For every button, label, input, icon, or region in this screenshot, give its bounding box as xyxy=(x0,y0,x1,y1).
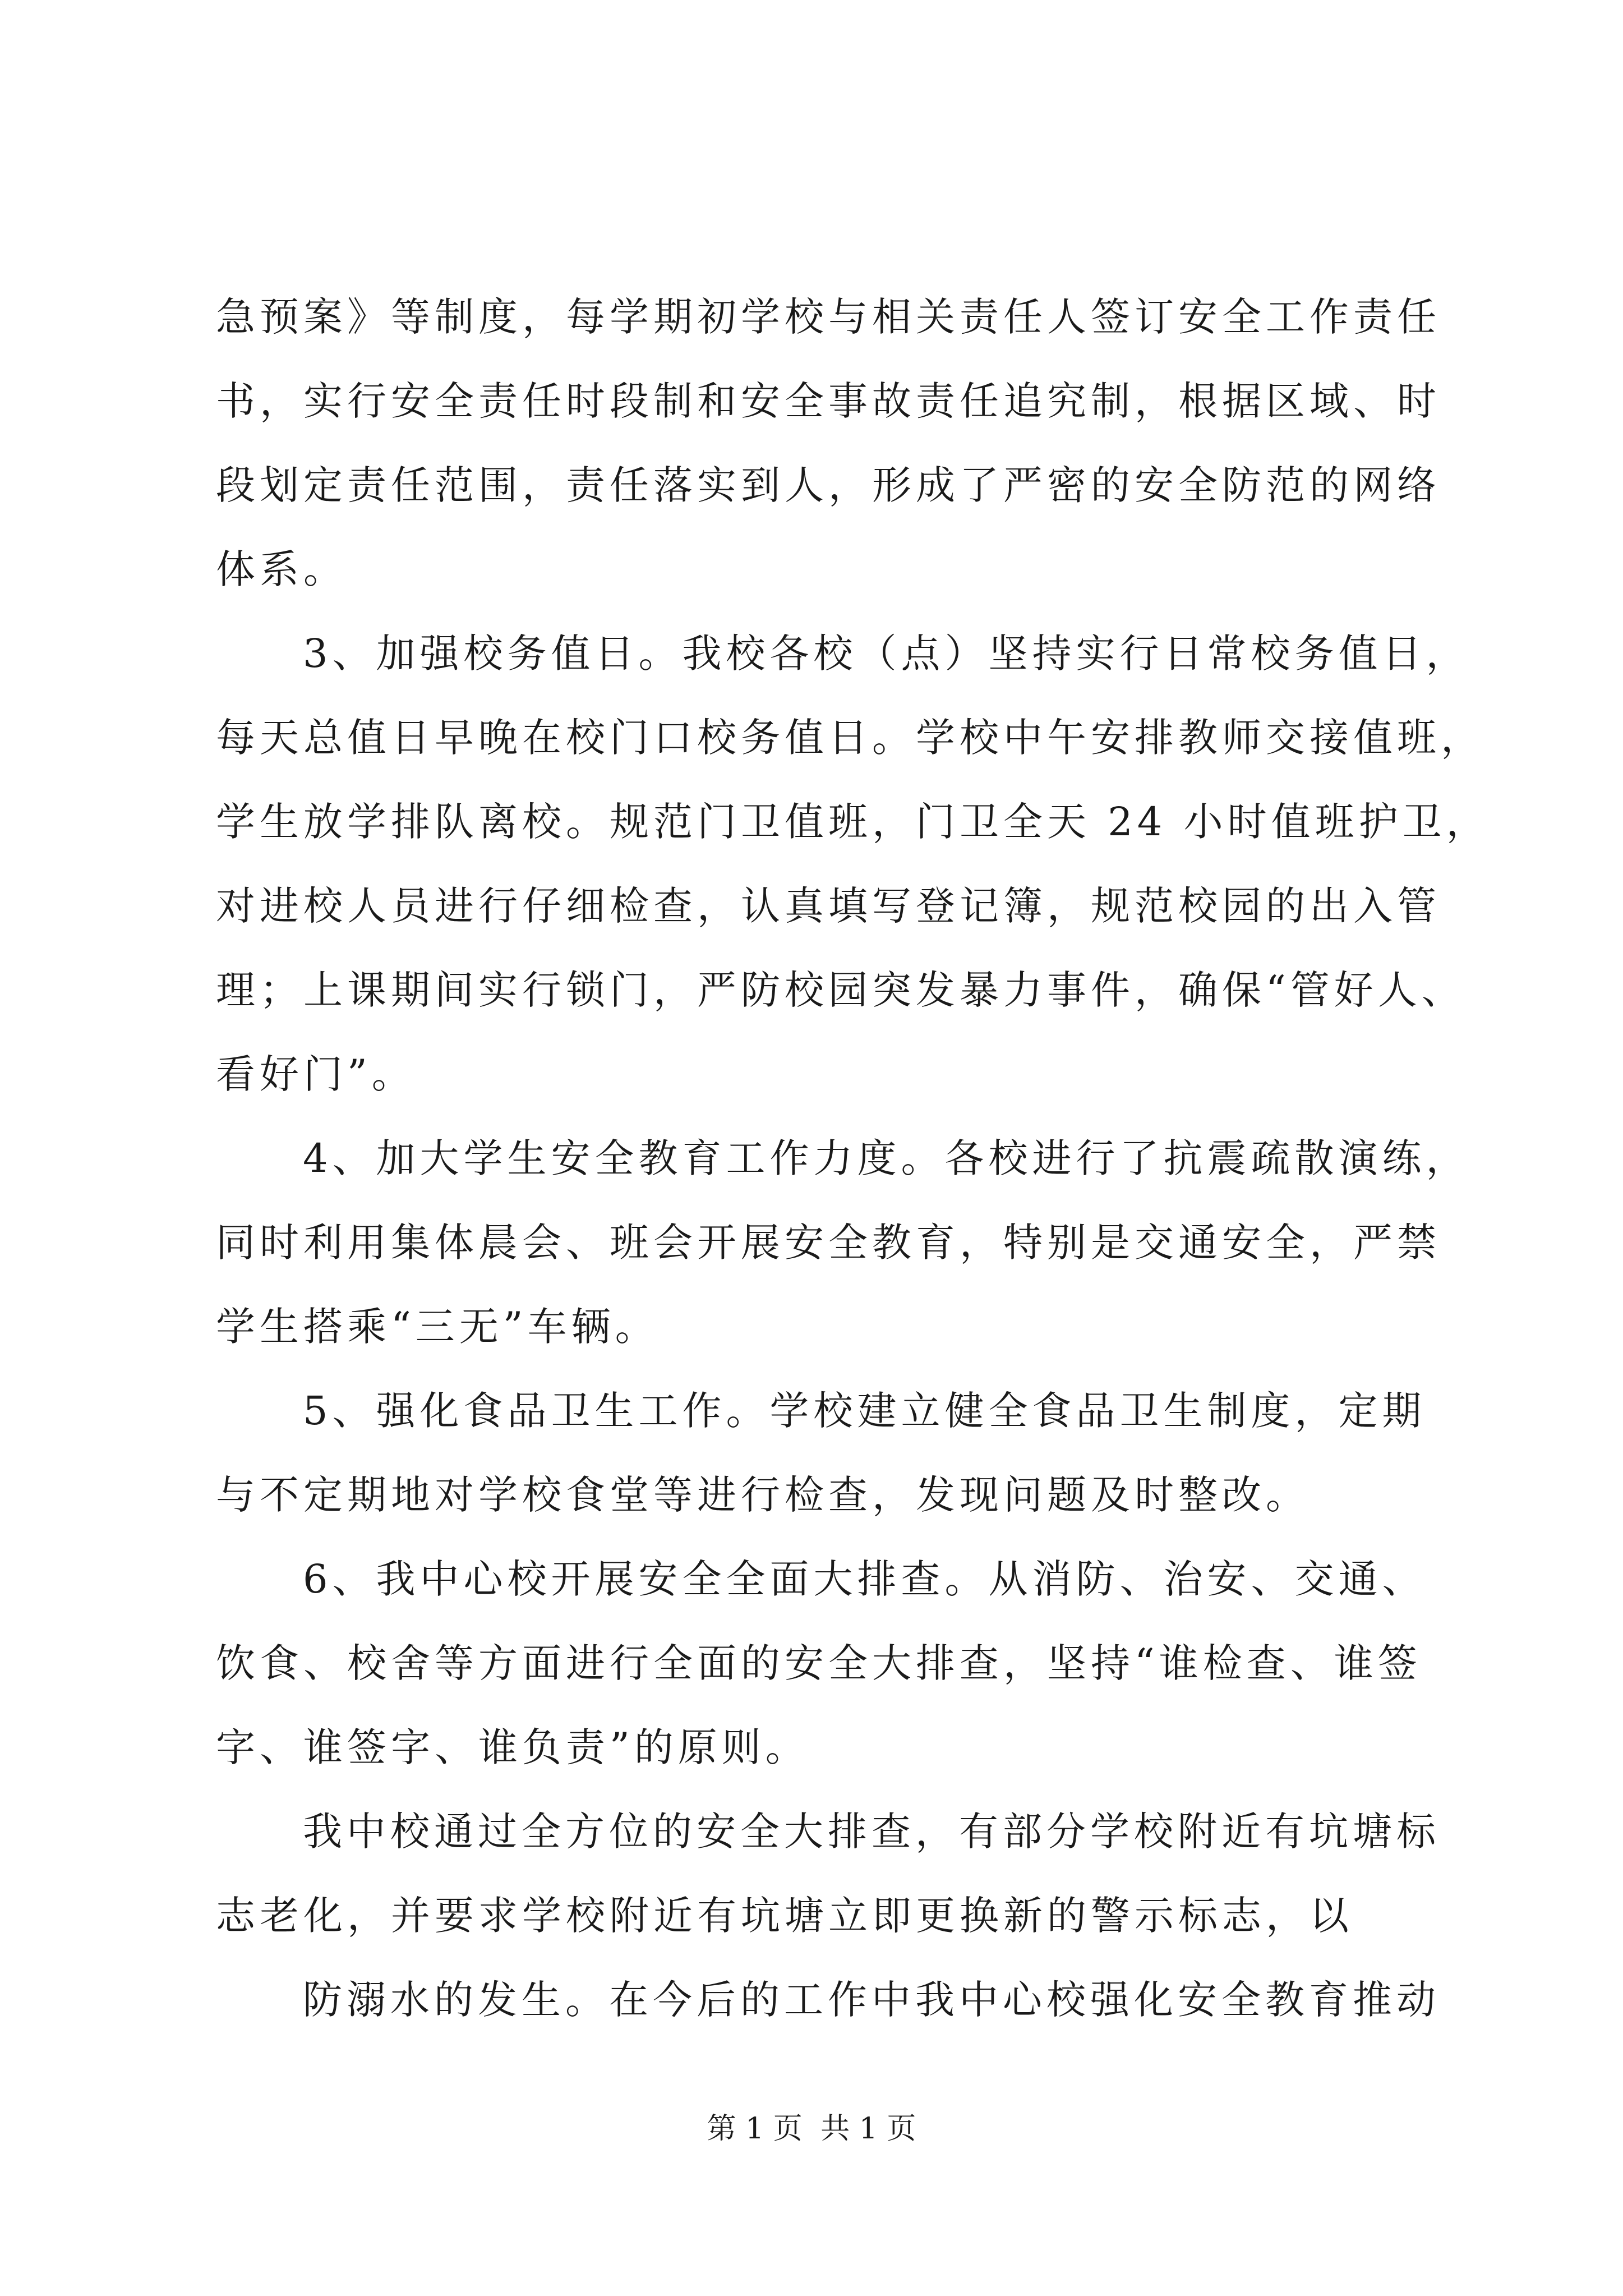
text-line-12: 同时利用集体晨会、班会开展安全教育，特别是交通安全，严禁 xyxy=(216,1220,1441,1266)
text-line-16: 6、我中心校开展安全全面大排查。从消防、治安、交通、 xyxy=(303,1556,1426,1602)
text-line-18: 字、谁签字、谁负责”的原则。 xyxy=(216,1724,809,1770)
text-line-7: 学生放学排队离校。规范门卫值班，门卫全天 24 小时值班护卫， xyxy=(216,799,1490,845)
document-body xyxy=(216,292,1490,2059)
page-footer xyxy=(0,2109,1623,2148)
text-line-8: 对进校人员进行仔细检查，认真填写登记簿，规范校园的出入管 xyxy=(216,883,1441,929)
text-line-20: 志老化，并要求学校附近有坑塘立即更换新的警示标志，以 xyxy=(216,1893,1353,1939)
text-line-6: 每天总值日早晚在校门口校务值日。学校中午安排教师交接值班， xyxy=(216,715,1484,761)
text-line-17: 饮食、校舍等方面进行全面的安全大排查，坚持“谁检查、谁签 xyxy=(216,1640,1422,1686)
page-total: 共 1 页 xyxy=(820,2112,916,2146)
text-line-11: 4、加大学生安全教育工作力度。各校进行了抗震疏散演练， xyxy=(303,1135,1470,1181)
text-line-1: 急预案》等制度，每学期初学校与相关责任人签订安全工作责任 xyxy=(216,294,1441,340)
text-line-14: 5、强化食品卫生工作。学校建立健全食品卫生制度，定期 xyxy=(303,1388,1426,1434)
text-line-9: 理；上课期间实行锁门，严防校园突发暴力事件，确保“管好人、 xyxy=(216,967,1465,1013)
text-line-4: 体系。 xyxy=(216,546,347,592)
text-line-5: 3、加强校务值日。我校各校（点）坚持实行日常校务值日， xyxy=(303,631,1470,677)
text-line-19: 我中校通过全方位的安全大排查，有部分学校附近有坑塘标 xyxy=(303,1809,1440,1855)
text-line-10: 看好门”。 xyxy=(216,1051,416,1097)
text-line-21: 防溺水的发生。在今后的工作中我中心校强化安全教育推动 xyxy=(303,1977,1440,2023)
text-line-15: 与不定期地对学校食堂等进行检查，发现问题及时整改。 xyxy=(216,1472,1310,1518)
page-number: 第 1 页 xyxy=(707,2112,803,2146)
text-line-2: 书，实行安全责任时段制和安全事故责任追究制，根据区域、时 xyxy=(216,378,1441,424)
text-line-3: 段划定责任范围，责任落实到人，形成了严密的安全防范的网络 xyxy=(216,462,1441,508)
text-line-13: 学生搭乘“三无”车辆。 xyxy=(216,1304,659,1350)
